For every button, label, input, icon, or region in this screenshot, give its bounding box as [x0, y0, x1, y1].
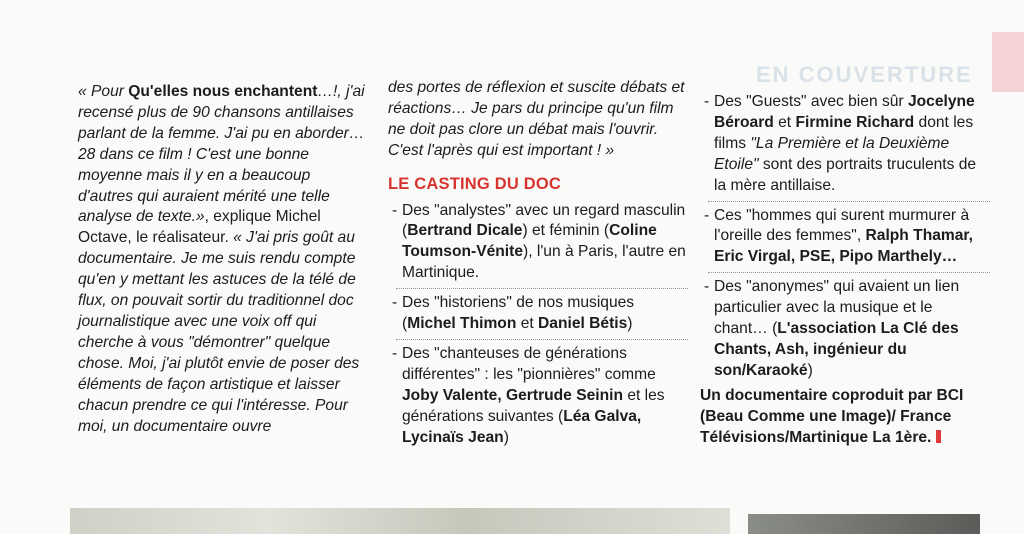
cast-item-analysts: - Des "analystes" avec un regard masculin (Bertrand Dicale) et féminin (Coline Toumson-Vénite), l'un à Paris, l'autre en Martinique. [388, 201, 688, 285]
quote-text: …!, j'ai recensé plus de 90 chansons antillaises parlant de la femme. J'ai pu en aborder… 28 dans ce film ! C'est une bonne moyenne mais il y en a beaucoup d'autres qui auraient mérité une telle analyse de texte.» [78, 83, 365, 226]
cast-item-singers: - Des "chanteuses de générations différentes" : les "pionnières" comme Joby Valente, Gertrude Seinin et les générations suivantes (Léa Galva, Lycinaïs Jean) [388, 344, 688, 449]
divider [708, 201, 990, 202]
column-3 [700, 92, 990, 449]
photo-right [748, 514, 980, 534]
cast-item-historians: - Des "historiens" de nos musiques (Michel Thimon et Daniel Bétis) [388, 293, 688, 335]
quote-text-2: « J'ai pris goût au documentaire. Je me suis rendu compte qu'en y mettant les astuces de la télé de flux, on pouvait sortir du traditionnel doc journalistique avec une voix off qui cherche à vous "démontrer" quelque chose. Moi, j'ai plutôt envie de poser des éléments de façon artistique et laisser chacun prendre ce qui l'intéresse. Pour moi, un documentaire ouvre [78, 229, 360, 435]
coproduction-credit: Un documentaire coproduit par BCI (Beau Comme une Image)/ France Télévisions/Martinique La 1ère. [700, 386, 964, 446]
photo-strip [70, 508, 730, 534]
cast-item-men: - Ces "hommes qui surent murmurer à l'oreille des femmes", Ralph Thamar, Eric Virgal, PSE, Pipo Marthely… [700, 206, 990, 269]
column-1 [78, 82, 368, 437]
divider [396, 339, 688, 340]
paragraph-interview [78, 82, 368, 437]
divider [708, 272, 990, 273]
end-mark-icon [936, 430, 941, 443]
cast-item-anonymous: - Des "anonymes" qui avaient un lien particulier avec la musique et le chant… (L'association La Clé des Chants, Ash, ingénieur du son/Karaoké) [700, 277, 990, 382]
film-title: Qu'elles nous enchantent [128, 83, 318, 100]
quote-continuation: des portes de réflexion et suscite débats et réactions… Je pars du principe qu'un film ne doit pas clore un débat mais l'ouvrir. C'est l'après qui est important ! » [388, 79, 685, 159]
section-heading: LE CASTING DU DOC [388, 174, 561, 193]
divider [396, 288, 688, 289]
page-edge-tab [992, 32, 1024, 92]
quote-lead: « Pour [78, 83, 129, 100]
section-ghost-title: EN COUVERTURE [756, 62, 973, 87]
column-2 [388, 78, 688, 449]
cast-item-guests: - Des "Guests" avec bien sûr Jocelyne Béroard et Firmine Richard dont les films "La Première et la Deuxième Etoile" sont des portraits truculents de la mère antillaise. [700, 92, 990, 197]
attribution: , explique Michel Octave, le réalisateur. [78, 208, 321, 247]
